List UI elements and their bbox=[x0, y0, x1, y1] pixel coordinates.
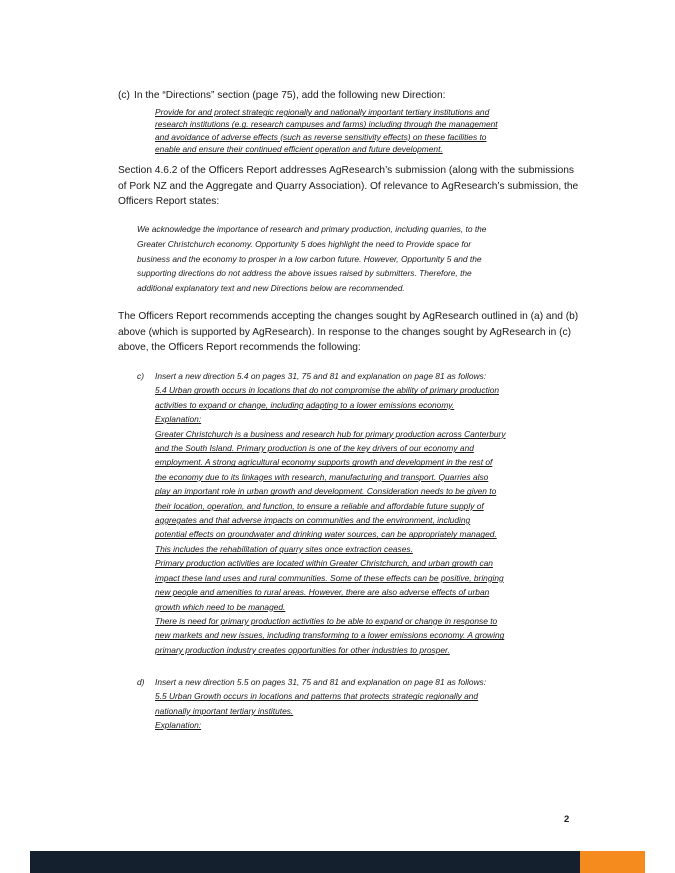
blockquote-line: supporting directions do not address the above issues raised by submitters. Therefore, the bbox=[137, 268, 472, 279]
quote-line: Provide for and protect strategic regionally and nationally important tertiary institutions and bbox=[155, 107, 490, 117]
recommendation-line: Primary production activities are located within Greater Christchurch, and urban growth can bbox=[155, 558, 493, 569]
recommendation-line: 5.4 Urban growth occurs in locations that do not compromise the ability of primary production bbox=[155, 385, 500, 396]
explanation-heading: Explanation: bbox=[155, 720, 202, 731]
recommendation-intro: Insert a new direction 5.4 on pages 31, 75 and 81 and explanation on page 81 as follows: bbox=[155, 371, 487, 381]
explanation-heading: Explanation: bbox=[155, 414, 202, 425]
blockquote-line: We acknowledge the importance of research and primary production, including quarries, to the bbox=[137, 224, 487, 234]
recommendation-line: their location, operation, and function, to ensure a reliable and affordable future supply of bbox=[155, 500, 484, 511]
footer-accent bbox=[580, 851, 645, 873]
page-number: 2 bbox=[564, 814, 570, 825]
recommendation-line: the economy due to its linkages with research, manufacturing and transport. Quarries also bbox=[155, 471, 489, 482]
recommendation-marker: c) bbox=[137, 371, 144, 381]
recommendation-line: aggregates and that adverse impacts on communities and the environment, including bbox=[155, 515, 471, 526]
blockquote-line: additional explanatory text and new Directions below are recommended. bbox=[137, 283, 405, 294]
proposed-direction-quote bbox=[155, 106, 550, 156]
recommendation-line: employment. A strong agricultural economy supports growth and development in the rest of bbox=[155, 457, 493, 468]
recommendation-intro: Insert a new direction 5.5 on pages 31, 75 and 81 and explanation on page 81 as follows: bbox=[155, 677, 487, 687]
recommendation-line: This includes the rehabilitation of quarry sites once extraction ceases. bbox=[155, 543, 413, 554]
quote-line: research institutions (e.g. research campuses and farms) including through the management bbox=[155, 119, 498, 130]
recommendation-d bbox=[137, 675, 557, 733]
recommendation-line: There is need for primary production activities to be able to expand or change in response to bbox=[155, 615, 498, 626]
recommendation-line: new people and amenities to rural areas. However, there are also adverse effects of urban bbox=[155, 587, 490, 598]
recommendation-line: activities to expand or change, including adapting to a lower emissions economy. bbox=[155, 399, 455, 410]
officers-report-blockquote bbox=[137, 222, 547, 296]
recommendation-line: 5.5 Urban Growth occurs in locations and patterns that protects strategic regionally and bbox=[155, 691, 479, 702]
recommendation-line: new markets and new issues, including transforming to a lower emissions economy. A growing bbox=[155, 630, 505, 641]
recommendation-line: impact these land uses and rural communities. Some of these effects can be positive, bringing bbox=[155, 572, 504, 583]
recommendation-marker: d) bbox=[137, 677, 145, 687]
recommendation-line: and the South Island. Primary production is one of the key drivers of our economy and bbox=[155, 443, 474, 454]
recommendation-line: primary production industry creates opportunities for other industries to prosper. bbox=[155, 644, 450, 655]
recommendation-line: play an important role in urban growth and development. Consideration needs to be given to bbox=[155, 486, 497, 497]
recommendation-line: Greater Christchurch is a business and research hub for primary production across Canterbury bbox=[155, 428, 506, 439]
body-paragraph-recommendations: The Officers Report recommends accepting the changes sought by AgResearch outlined in (a) and (b) above (which is supported by AgResearch). In response to the changes sought by AgResearch in (c) above, the Officers Report recommends the following: bbox=[118, 311, 579, 353]
blockquote-line: Greater Christchurch economy. Opportunity 5 does highlight the need to Provide space for bbox=[137, 238, 472, 249]
amendment-item-c bbox=[118, 89, 445, 102]
body-paragraph-officers-report: Section 4.6.2 of the Officers Report addresses AgResearch’s submission (along with the submissions of Pork NZ and the Aggregate and Quarry Association). Of relevance to AgResearch’s submission, the Officers Report states: bbox=[118, 165, 579, 207]
item-text: In the “Directions” section (page 75), add the following new Direction: bbox=[134, 90, 446, 101]
quote-line: enable and ensure their continued efficient operation and future development. bbox=[155, 144, 443, 155]
recommendation-line: growth which need to be managed. bbox=[155, 601, 286, 612]
item-marker: (c) bbox=[118, 90, 130, 101]
recommendation-c bbox=[137, 369, 557, 657]
footer-bar bbox=[30, 851, 580, 873]
recommendation-line: nationally important tertiary institutes. bbox=[155, 705, 294, 716]
quote-line: and avoidance of adverse effects (such as reverse sensitivity effects) on these facilities to bbox=[155, 131, 487, 142]
recommendation-line: potential effects on groundwater and drinking water sources, can be appropriately managed. bbox=[155, 529, 497, 540]
blockquote-line: business and the economy to prosper in a low carbon future. However, Opportunity 5 and the bbox=[137, 253, 482, 264]
